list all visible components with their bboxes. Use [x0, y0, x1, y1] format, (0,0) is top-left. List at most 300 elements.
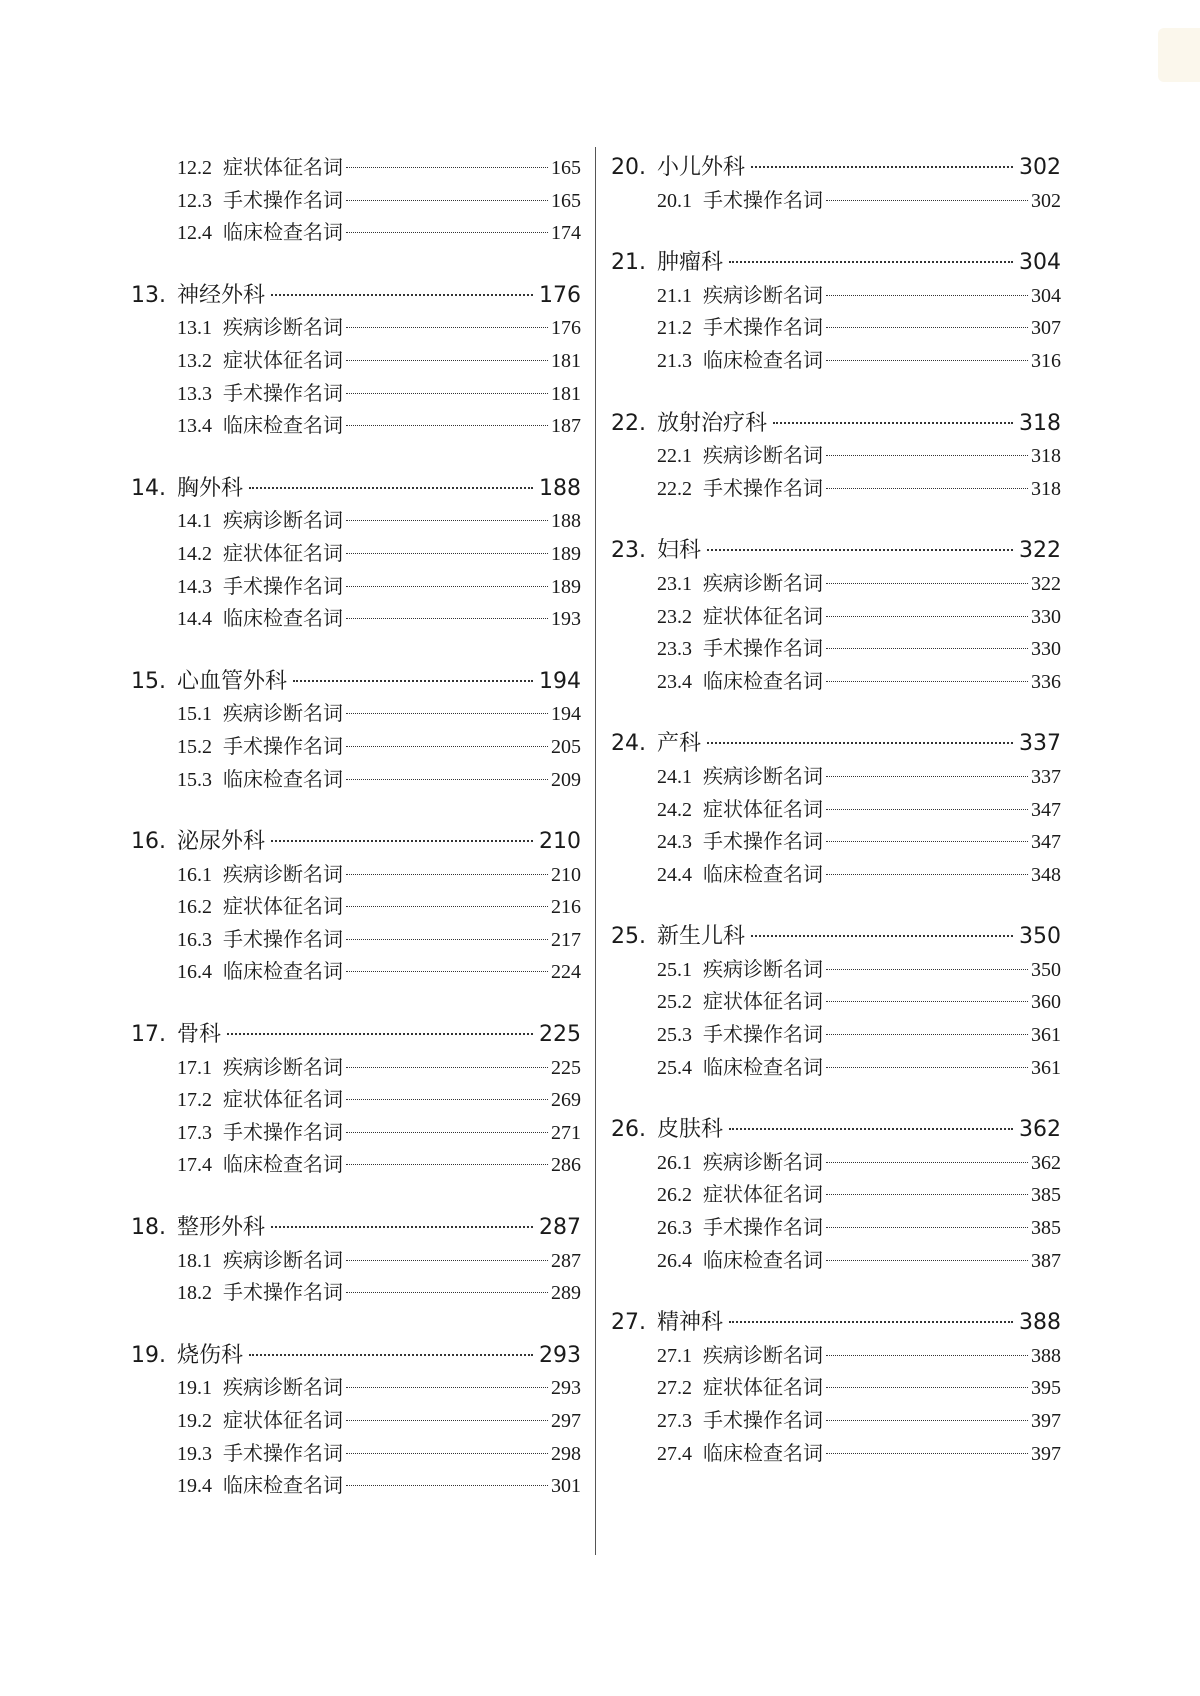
- subsection-number: 21.2: [657, 317, 692, 340]
- dot-leader: [826, 1260, 1028, 1261]
- dot-leader: [826, 1001, 1028, 1002]
- subsection-title: 临床检查名词: [223, 222, 343, 245]
- toc-subsection-entry[interactable]: [611, 601, 1061, 634]
- chapter-number: 25.: [611, 924, 646, 950]
- toc-section: [611, 728, 1061, 891]
- page-number: 286: [551, 1154, 581, 1177]
- toc-subsection-entry[interactable]: [611, 761, 1061, 794]
- subsection-number: 13.4: [177, 415, 212, 438]
- page-number: 297: [551, 1410, 581, 1432]
- toc-subsection-entry[interactable]: [611, 1438, 1061, 1471]
- page-number: 397: [1031, 1442, 1061, 1465]
- dot-leader: [346, 939, 548, 940]
- subsection-number: 26.1: [657, 1151, 692, 1174]
- dot-leader: [826, 616, 1028, 617]
- toc-subsection-entry[interactable]: [611, 1179, 1061, 1212]
- subsection-number: 23.4: [657, 670, 692, 693]
- toc-subsection-entry[interactable]: [131, 185, 581, 218]
- dot-leader: [346, 1067, 548, 1068]
- subsection-title: 手术操作名词: [703, 1217, 823, 1240]
- subsection-number: 13.2: [177, 349, 212, 372]
- subsection-number: 18.1: [177, 1249, 212, 1272]
- toc-subsection-entry[interactable]: [131, 924, 581, 957]
- subsection-number: 17.2: [177, 1089, 212, 1112]
- chapter-title: 心血管外科: [177, 668, 288, 694]
- toc-subsection-entry[interactable]: [611, 440, 1061, 473]
- toc-subsection-entry[interactable]: [131, 1052, 581, 1085]
- dot-leader: [826, 681, 1028, 682]
- dot-leader: [826, 648, 1028, 649]
- dot-leader: [826, 809, 1028, 810]
- subsection-number: 21.1: [657, 284, 692, 307]
- dot-leader: [346, 360, 548, 361]
- page-number: 304: [1031, 284, 1061, 307]
- chapter-number: 19.: [131, 1342, 166, 1368]
- dot-leader: [346, 1292, 548, 1293]
- toc-subsection-entry[interactable]: [131, 505, 581, 538]
- toc-subsection-entry[interactable]: [131, 698, 581, 731]
- page-number: 304: [1019, 250, 1061, 276]
- subsection-title: 临床检查名词: [703, 1249, 823, 1272]
- toc-chapter-entry[interactable]: [611, 247, 1061, 280]
- toc-subsection-entry[interactable]: [131, 1405, 581, 1438]
- subsection-title: 手术操作名词: [223, 735, 343, 758]
- subsection-title: 临床检查名词: [703, 863, 823, 886]
- page-number: 395: [1031, 1377, 1061, 1400]
- dot-leader: [346, 1260, 548, 1261]
- toc-subsection-entry[interactable]: [131, 345, 581, 378]
- subsection-number: 16.3: [177, 928, 212, 951]
- dot-leader: [346, 971, 548, 972]
- chapter-number: 14.: [131, 475, 166, 501]
- dot-leader: [346, 200, 548, 201]
- subsection-number: 17.4: [177, 1154, 212, 1177]
- subsection-title: 症状体征名词: [223, 1410, 343, 1432]
- dot-leader: [826, 1034, 1028, 1035]
- page-number: 298: [551, 1442, 581, 1465]
- toc-subsection-entry[interactable]: [611, 312, 1061, 345]
- subsection-number: 12.2: [177, 157, 212, 179]
- page-number: 387: [1031, 1249, 1061, 1272]
- subsection-number: 14.4: [177, 608, 212, 631]
- subsection-number: 27.2: [657, 1377, 692, 1400]
- subsection-title: 手术操作名词: [223, 189, 343, 212]
- dot-leader: [826, 295, 1028, 296]
- toc-subsection-entry[interactable]: [131, 538, 581, 571]
- page-number: 350: [1019, 924, 1061, 950]
- dot-leader: [729, 1128, 1013, 1130]
- toc-chapter-entry[interactable]: [611, 728, 1061, 761]
- page-number: 348: [1031, 863, 1061, 886]
- dot-leader: [346, 1420, 548, 1421]
- dot-leader: [826, 1387, 1028, 1388]
- page-number: 362: [1019, 1117, 1061, 1143]
- toc-subsection-entry[interactable]: [611, 1212, 1061, 1245]
- toc-subsection-entry[interactable]: [131, 312, 581, 345]
- subsection-title: 症状体征名词: [703, 1377, 823, 1400]
- chapter-number: 22.: [611, 410, 646, 436]
- subsection-title: 症状体征名词: [703, 605, 823, 628]
- dot-leader: [346, 1387, 548, 1388]
- dot-leader: [346, 1164, 548, 1165]
- chapter-number: 18.: [131, 1215, 166, 1241]
- chapter-title: 皮肤科: [657, 1117, 724, 1143]
- page-number: 289: [551, 1282, 581, 1305]
- toc-subsection-entry[interactable]: [131, 1149, 581, 1182]
- toc-subsection-entry[interactable]: [131, 1245, 581, 1278]
- page-number: 307: [1031, 317, 1061, 340]
- toc-chapter-entry[interactable]: [611, 535, 1061, 568]
- toc-subsection-entry[interactable]: [131, 571, 581, 604]
- dot-leader: [729, 261, 1013, 263]
- subsection-title: 手术操作名词: [223, 575, 343, 598]
- toc-subsection-entry[interactable]: [131, 1470, 581, 1503]
- page-number: 181: [551, 382, 581, 405]
- toc-chapter-entry[interactable]: [131, 473, 581, 506]
- page-number: 189: [551, 575, 581, 598]
- dot-leader: [826, 327, 1028, 328]
- toc-subsection-entry[interactable]: [131, 217, 581, 250]
- page-number: 269: [551, 1089, 581, 1112]
- subsection-number: 22.2: [657, 477, 692, 500]
- toc-subsection-entry[interactable]: [131, 410, 581, 443]
- toc-chapter-entry[interactable]: [611, 921, 1061, 954]
- dot-leader: [271, 1226, 533, 1228]
- toc-subsection-entry[interactable]: [611, 1052, 1061, 1085]
- toc-subsection-entry[interactable]: [131, 603, 581, 636]
- page-number: 302: [1019, 155, 1061, 180]
- subsection-title: 疾病诊断名词: [223, 510, 343, 533]
- page-number: 385: [1031, 1217, 1061, 1240]
- subsection-title: 手术操作名词: [223, 1282, 343, 1305]
- toc-chapter-entry[interactable]: [131, 1019, 581, 1052]
- dot-leader: [346, 520, 548, 521]
- subsection-title: 疾病诊断名词: [703, 284, 823, 307]
- page-number: 350: [1031, 958, 1061, 981]
- toc-subsection-entry[interactable]: [131, 378, 581, 411]
- toc-section: [131, 826, 581, 989]
- dot-leader: [346, 393, 548, 394]
- toc-chapter-entry[interactable]: [131, 1340, 581, 1373]
- toc-subsection-entry[interactable]: [131, 1372, 581, 1405]
- subsection-title: 手术操作名词: [223, 928, 343, 951]
- page-number: 188: [551, 510, 581, 533]
- toc-subsection-entry[interactable]: [611, 954, 1061, 987]
- toc-subsection-entry[interactable]: [131, 1117, 581, 1150]
- subsection-number: 26.4: [657, 1249, 692, 1272]
- subsection-number: 12.3: [177, 189, 212, 212]
- chapter-title: 骨科: [177, 1022, 222, 1048]
- page-number: 176: [551, 317, 581, 340]
- toc-subsection-entry[interactable]: [611, 1245, 1061, 1278]
- toc-right-column: [611, 152, 1061, 1470]
- toc-section: [611, 1307, 1061, 1470]
- subsection-number: 19.3: [177, 1442, 212, 1465]
- toc-subsection-entry[interactable]: [611, 859, 1061, 892]
- subsection-title: 手术操作名词: [223, 1121, 343, 1144]
- subsection-number: 15.2: [177, 735, 212, 758]
- page-number: 318: [1031, 477, 1061, 500]
- chapter-title: 小儿外科: [657, 155, 746, 180]
- toc-chapter-entry[interactable]: [131, 666, 581, 699]
- dot-leader: [346, 618, 548, 619]
- subsection-title: 疾病诊断名词: [223, 1056, 343, 1079]
- chapter-number: 27.: [611, 1310, 646, 1336]
- toc-subsection-entry[interactable]: [611, 473, 1061, 506]
- dot-leader: [826, 1194, 1028, 1195]
- dot-leader: [346, 713, 548, 714]
- subsection-title: 手术操作名词: [703, 638, 823, 661]
- dot-leader: [346, 1453, 548, 1454]
- page-number: 293: [539, 1342, 581, 1368]
- toc-chapter-entry[interactable]: [611, 408, 1061, 441]
- dot-leader: [773, 422, 1013, 424]
- toc-chapter-entry[interactable]: [611, 152, 1061, 185]
- page-number: 322: [1019, 538, 1061, 564]
- subsection-number: 25.2: [657, 991, 692, 1014]
- page-number: 330: [1031, 638, 1061, 661]
- subsection-number: 19.2: [177, 1410, 212, 1432]
- toc-subsection-entry[interactable]: [611, 826, 1061, 859]
- subsection-title: 临床检查名词: [223, 1154, 343, 1177]
- page-number: 210: [539, 829, 581, 855]
- subsection-number: 20.1: [657, 189, 692, 212]
- toc-subsection-entry[interactable]: [611, 345, 1061, 378]
- chapter-number: 13.: [131, 282, 166, 308]
- subsection-title: 手术操作名词: [223, 382, 343, 405]
- subsection-number: 27.1: [657, 1344, 692, 1367]
- chapter-number: 15.: [131, 668, 166, 694]
- toc-section: [131, 473, 581, 636]
- dot-leader: [346, 746, 548, 747]
- chapter-number: 26.: [611, 1117, 646, 1143]
- toc-section: [131, 666, 581, 796]
- toc-subsection-entry[interactable]: [131, 1084, 581, 1117]
- dot-leader: [249, 487, 533, 489]
- toc-subsection-entry[interactable]: [611, 1405, 1061, 1438]
- dot-leader: [271, 294, 533, 296]
- page-number: 181: [551, 349, 581, 372]
- dot-leader: [751, 166, 1013, 168]
- chapter-number: 21.: [611, 250, 646, 276]
- dot-leader: [826, 874, 1028, 875]
- dot-leader: [826, 360, 1028, 361]
- subsection-title: 手术操作名词: [703, 1410, 823, 1432]
- toc-chapter-entry[interactable]: [611, 1307, 1061, 1340]
- subsection-number: 13.3: [177, 382, 212, 405]
- page-number: 388: [1019, 1310, 1061, 1336]
- subsection-number: 19.1: [177, 1377, 212, 1400]
- dot-leader: [227, 1033, 533, 1035]
- toc-subsection-entry[interactable]: [131, 731, 581, 764]
- subsection-title: 临床检查名词: [223, 1475, 343, 1498]
- subsection-title: 疾病诊断名词: [703, 765, 823, 788]
- page-number: 347: [1031, 831, 1061, 854]
- dot-leader: [826, 1453, 1028, 1454]
- subsection-title: 疾病诊断名词: [703, 958, 823, 981]
- page-number: 217: [551, 928, 581, 951]
- page-number: 337: [1019, 731, 1061, 757]
- subsection-title: 症状体征名词: [223, 542, 343, 565]
- toc-subsection-entry[interactable]: [131, 1438, 581, 1471]
- toc-section: [131, 1212, 581, 1310]
- toc-chapter-entry[interactable]: [131, 280, 581, 313]
- page-number: 210: [551, 863, 581, 886]
- page-number: 347: [1031, 798, 1061, 821]
- toc-section: [611, 535, 1061, 698]
- subsection-number: 19.4: [177, 1475, 212, 1498]
- toc-subsection-entry[interactable]: [611, 1019, 1061, 1052]
- page-number: 224: [551, 961, 581, 984]
- dot-leader: [826, 841, 1028, 842]
- subsection-number: 13.1: [177, 317, 212, 340]
- toc-section: [131, 1340, 581, 1503]
- dot-leader: [826, 583, 1028, 584]
- subsection-number: 25.1: [657, 958, 692, 981]
- subsection-title: 手术操作名词: [703, 189, 823, 212]
- page-number: 316: [1031, 349, 1061, 372]
- page-number: 193: [551, 608, 581, 631]
- chapter-title: 新生儿科: [657, 924, 746, 950]
- page-number: 271: [551, 1121, 581, 1144]
- page-number: 165: [551, 189, 581, 212]
- toc-section: [611, 152, 1061, 217]
- subsection-number: 14.1: [177, 510, 212, 533]
- dot-leader: [346, 779, 548, 780]
- toc-subsection-entry[interactable]: [131, 859, 581, 892]
- subsection-number: 24.2: [657, 798, 692, 821]
- subsection-title: 临床检查名词: [703, 1056, 823, 1079]
- toc-subsection-entry[interactable]: [611, 986, 1061, 1019]
- subsection-title: 手术操作名词: [703, 317, 823, 340]
- column-divider: [595, 147, 596, 1555]
- toc-chapter-entry[interactable]: [611, 1114, 1061, 1147]
- toc-subsection-entry[interactable]: [131, 1277, 581, 1310]
- page-number: 287: [539, 1215, 581, 1241]
- subsection-number: 25.4: [657, 1056, 692, 1079]
- subsection-number: 14.3: [177, 575, 212, 598]
- toc-left-column: [131, 152, 581, 1503]
- dot-leader: [826, 969, 1028, 970]
- subsection-number: 23.2: [657, 605, 692, 628]
- toc-subsection-entry[interactable]: [611, 280, 1061, 313]
- subsection-number: 24.1: [657, 765, 692, 788]
- toc-subsection-entry[interactable]: [611, 1340, 1061, 1373]
- page-corner-tab: [1158, 28, 1200, 82]
- toc-subsection-entry[interactable]: [611, 185, 1061, 218]
- subsection-title: 疾病诊断名词: [223, 1377, 343, 1400]
- page-number: 301: [551, 1475, 581, 1498]
- chapter-number: 24.: [611, 731, 646, 757]
- toc-section: [611, 1114, 1061, 1277]
- page-number: 318: [1019, 410, 1061, 436]
- toc-subsection-entry[interactable]: [131, 152, 581, 185]
- subsection-number: 24.3: [657, 831, 692, 854]
- page-number: 337: [1031, 765, 1061, 788]
- chapter-number: 23.: [611, 538, 646, 564]
- dot-leader: [346, 1099, 548, 1100]
- page-number: 397: [1031, 1410, 1061, 1432]
- subsection-number: 17.3: [177, 1121, 212, 1144]
- page-number: 361: [1031, 1056, 1061, 1079]
- toc-subsection-entry[interactable]: [131, 956, 581, 989]
- dot-leader: [271, 840, 533, 842]
- subsection-number: 17.1: [177, 1056, 212, 1079]
- chapter-title: 神经外科: [177, 282, 266, 308]
- chapter-title: 胸外科: [177, 475, 244, 501]
- subsection-number: 15.1: [177, 703, 212, 726]
- dot-leader: [346, 874, 548, 875]
- toc-subsection-entry[interactable]: [611, 1372, 1061, 1405]
- page-number: 322: [1031, 572, 1061, 595]
- chapter-title: 泌尿外科: [177, 829, 266, 855]
- subsection-title: 疾病诊断名词: [703, 572, 823, 595]
- toc-chapter-entry[interactable]: [131, 826, 581, 859]
- page-number: 318: [1031, 445, 1061, 468]
- subsection-title: 疾病诊断名词: [223, 317, 343, 340]
- page-number: 176: [539, 282, 581, 308]
- toc-chapter-entry[interactable]: [131, 1212, 581, 1245]
- subsection-title: 手术操作名词: [703, 1024, 823, 1047]
- page-number: 385: [1031, 1184, 1061, 1207]
- chapter-title: 妇科: [657, 538, 702, 564]
- page-number: 187: [551, 415, 581, 438]
- toc-subsection-entry[interactable]: [131, 764, 581, 797]
- subsection-number: 16.4: [177, 961, 212, 984]
- dot-leader: [707, 549, 1013, 551]
- subsection-title: 疾病诊断名词: [223, 863, 343, 886]
- toc-subsection-entry[interactable]: [611, 794, 1061, 827]
- page-number: 293: [551, 1377, 581, 1400]
- subsection-title: 疾病诊断名词: [223, 703, 343, 726]
- subsection-number: 24.4: [657, 863, 692, 886]
- subsection-number: 15.3: [177, 768, 212, 791]
- subsection-title: 临床检查名词: [703, 1442, 823, 1465]
- subsection-title: 疾病诊断名词: [703, 445, 823, 468]
- page-number: 209: [551, 768, 581, 791]
- subsection-title: 疾病诊断名词: [223, 1249, 343, 1272]
- page-number: 174: [551, 222, 581, 245]
- subsection-title: 症状体征名词: [703, 1184, 823, 1207]
- subsection-number: 21.3: [657, 349, 692, 372]
- toc-subsection-entry[interactable]: [611, 633, 1061, 666]
- dot-leader: [826, 776, 1028, 777]
- dot-leader: [729, 1321, 1013, 1323]
- subsection-number: 14.2: [177, 542, 212, 565]
- dot-leader: [346, 167, 548, 168]
- chapter-title: 放射治疗科: [657, 410, 768, 436]
- chapter-title: 精神科: [657, 1310, 724, 1336]
- page-number: 194: [551, 703, 581, 726]
- page-number: 165: [551, 157, 581, 179]
- toc-subsection-entry[interactable]: [611, 1147, 1061, 1180]
- dot-leader: [346, 906, 548, 907]
- dot-leader: [826, 455, 1028, 456]
- dot-leader: [293, 680, 533, 682]
- toc-subsection-entry[interactable]: [131, 891, 581, 924]
- toc-section: [611, 408, 1061, 506]
- chapter-number: 16.: [131, 829, 166, 855]
- subsection-title: 疾病诊断名词: [703, 1344, 823, 1367]
- toc-subsection-entry[interactable]: [611, 666, 1061, 699]
- dot-leader: [751, 935, 1013, 937]
- subsection-number: 26.2: [657, 1184, 692, 1207]
- page-number: 362: [1031, 1151, 1061, 1174]
- subsection-number: 16.1: [177, 863, 212, 886]
- dot-leader: [826, 1227, 1028, 1228]
- subsection-number: 25.3: [657, 1024, 692, 1047]
- toc-subsection-entry[interactable]: [611, 568, 1061, 601]
